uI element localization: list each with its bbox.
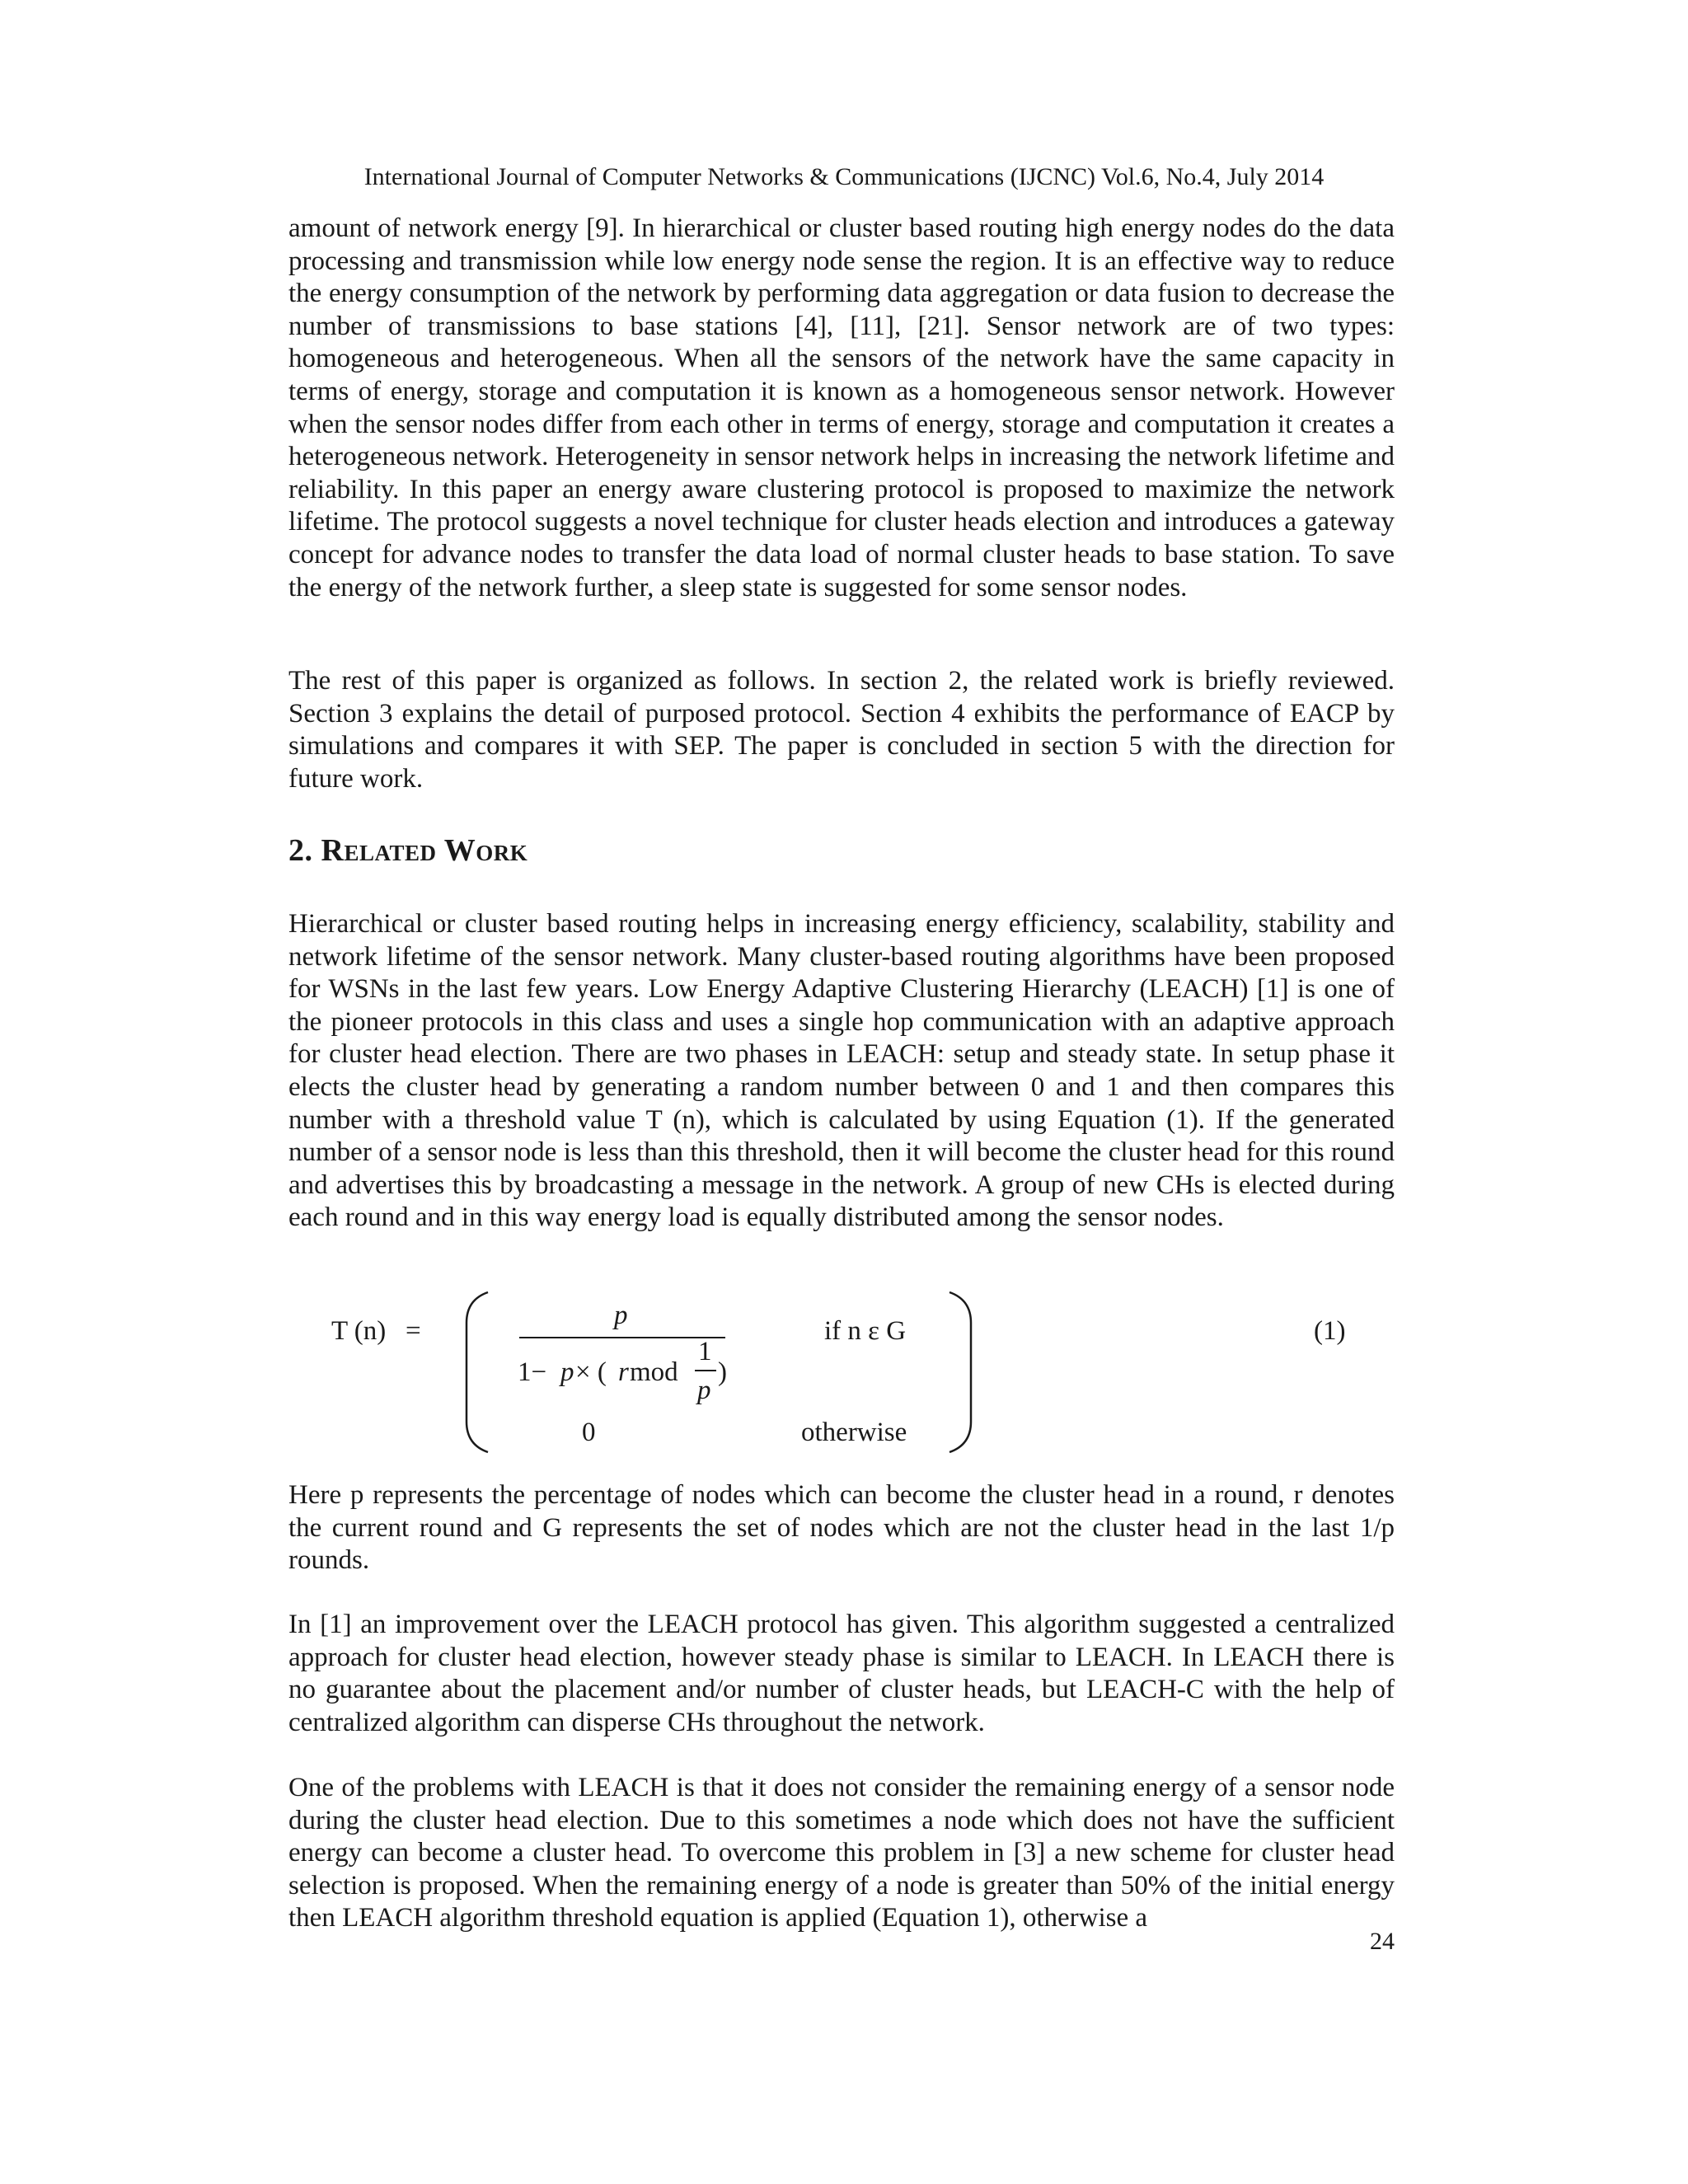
section-heading-related-work: 2. Related Work <box>288 833 528 868</box>
equation-condition: if n ε G <box>824 1316 907 1346</box>
equation-denominator-p: p <box>560 1357 574 1387</box>
page-number: 24 <box>1370 1928 1395 1955</box>
equation-fraction-bar <box>519 1337 725 1338</box>
equation-denominator-r: r <box>618 1357 629 1387</box>
equation-denominator-suffix: ) <box>718 1357 727 1387</box>
paragraph-intro-continuation: amount of network energy [9]. In hierarchical or cluster based routing high energy nodes do the data processing and transmission while low energy node sense the region. It is an effective way to reduce the energy consumption of the network by performing data aggregation or data fusion to decrease the number of transmissions to base stations [4], [11], [21]. Sensor network are of two types: homogeneous and heterogeneous. When all the sensors of the network have the same capacity in terms of energy, storage and computation it is known as a homogeneous sensor network. However when the sensor nodes differ from each other in terms of energy, storage and computation it creates a heterogeneous network. Heterogeneity in sensor network helps in increasing the network lifetime and reliability. In this paper an energy aware clustering protocol is proposed to maximize the network lifetime. The protocol suggests a novel technique for cluster heads election and introduces a gateway concept for advance nodes to transfer the data load of normal cluster heads to base station. To save the energy of the network further, a sleep state is suggested for some sensor nodes. <box>288 213 1395 602</box>
left-brace-icon <box>462 1290 491 1455</box>
equation-inner-denominator: p <box>697 1376 711 1405</box>
paragraph-leach-c: In [1] an improvement over the LEACH protocol has given. This algorithm suggested a centralized approach for cluster head election, however steady phase is similar to LEACH. In LEACH there is no guarantee about the placement and/or number of cluster heads, but LEACH-C with the help of centralized algorithm can disperse CHs throughout the network. <box>288 1610 1395 1737</box>
paragraph-leach-overview: Hierarchical or cluster based routing helps in increasing energy efficiency, scalability, stability and network lifetime of the sensor network. Many cluster-based routing algorithms have been proposed for WSNs in the last few years. Low Energy Adaptive Clustering Hierarchy (LEACH) [1] is one of the pioneer protocols in this class and uses a single hop communication with an adaptive approach for cluster head election. There are two phases in LEACH: setup and steady state. In setup phase it elects the cluster head by generating a random number between 0 and 1 and then compares this number with a threshold value T (n), which is calculated by using Equation (1). If the generated number of a sensor node is less than this threshold, then it will become the cluster head for this round and advertises this by broadcasting a message in the network. A group of new CHs is elected during each round and in this way energy load is equally distributed among the sensor nodes. <box>288 909 1395 1233</box>
paragraph-leach-problem: One of the problems with LEACH is that it does not consider the remaining energy of a sensor node during the cluster head election. Due to this sometimes a node which does not have the sufficient energy can become a cluster head. To overcome this problem in [3] a new scheme for cluster head selection is proposed. When the remaining energy of a node is greater than 50% of the initial energy then LEACH algorithm threshold equation is applied (Equation 1), otherwise a <box>288 1773 1395 1933</box>
equation-numerator: p <box>614 1301 628 1330</box>
equation-inner-fraction-bar <box>695 1370 716 1371</box>
paragraph-paper-organization: The rest of this paper is organized as follows. In section 2, the related work is briefly reviewed. Section 3 explains the detail of purposed protocol. Section 4 exhibits the performance of EACP by simulations and compares it with SEP. The paper is concluded in section 5 with the direction for future work. <box>288 666 1395 794</box>
equation-otherwise-value: 0 <box>582 1418 596 1447</box>
equation-otherwise-label: otherwise <box>801 1418 907 1447</box>
equation-lhs: T (n) <box>331 1316 387 1346</box>
equation-equals: = <box>406 1316 421 1346</box>
equation-denominator-mod: mod <box>630 1357 678 1387</box>
paragraph-equation-explanation: Here p represents the percentage of nodes which can become the cluster head in a round, r denotes the current round and G represents the set of nodes which are not the cluster head in the last 1/p rounds. <box>288 1480 1395 1576</box>
equation-denominator-times: × ( <box>575 1357 607 1387</box>
equation-number: (1) <box>1314 1316 1346 1346</box>
journal-header: International Journal of Computer Networks & Communications (IJCNC) Vol.6, No.4, July 2014 <box>363 163 1325 190</box>
equation-denominator-prefix: 1− <box>518 1357 547 1387</box>
right-brace-icon <box>946 1290 976 1455</box>
equation-inner-numerator: 1 <box>698 1337 712 1366</box>
